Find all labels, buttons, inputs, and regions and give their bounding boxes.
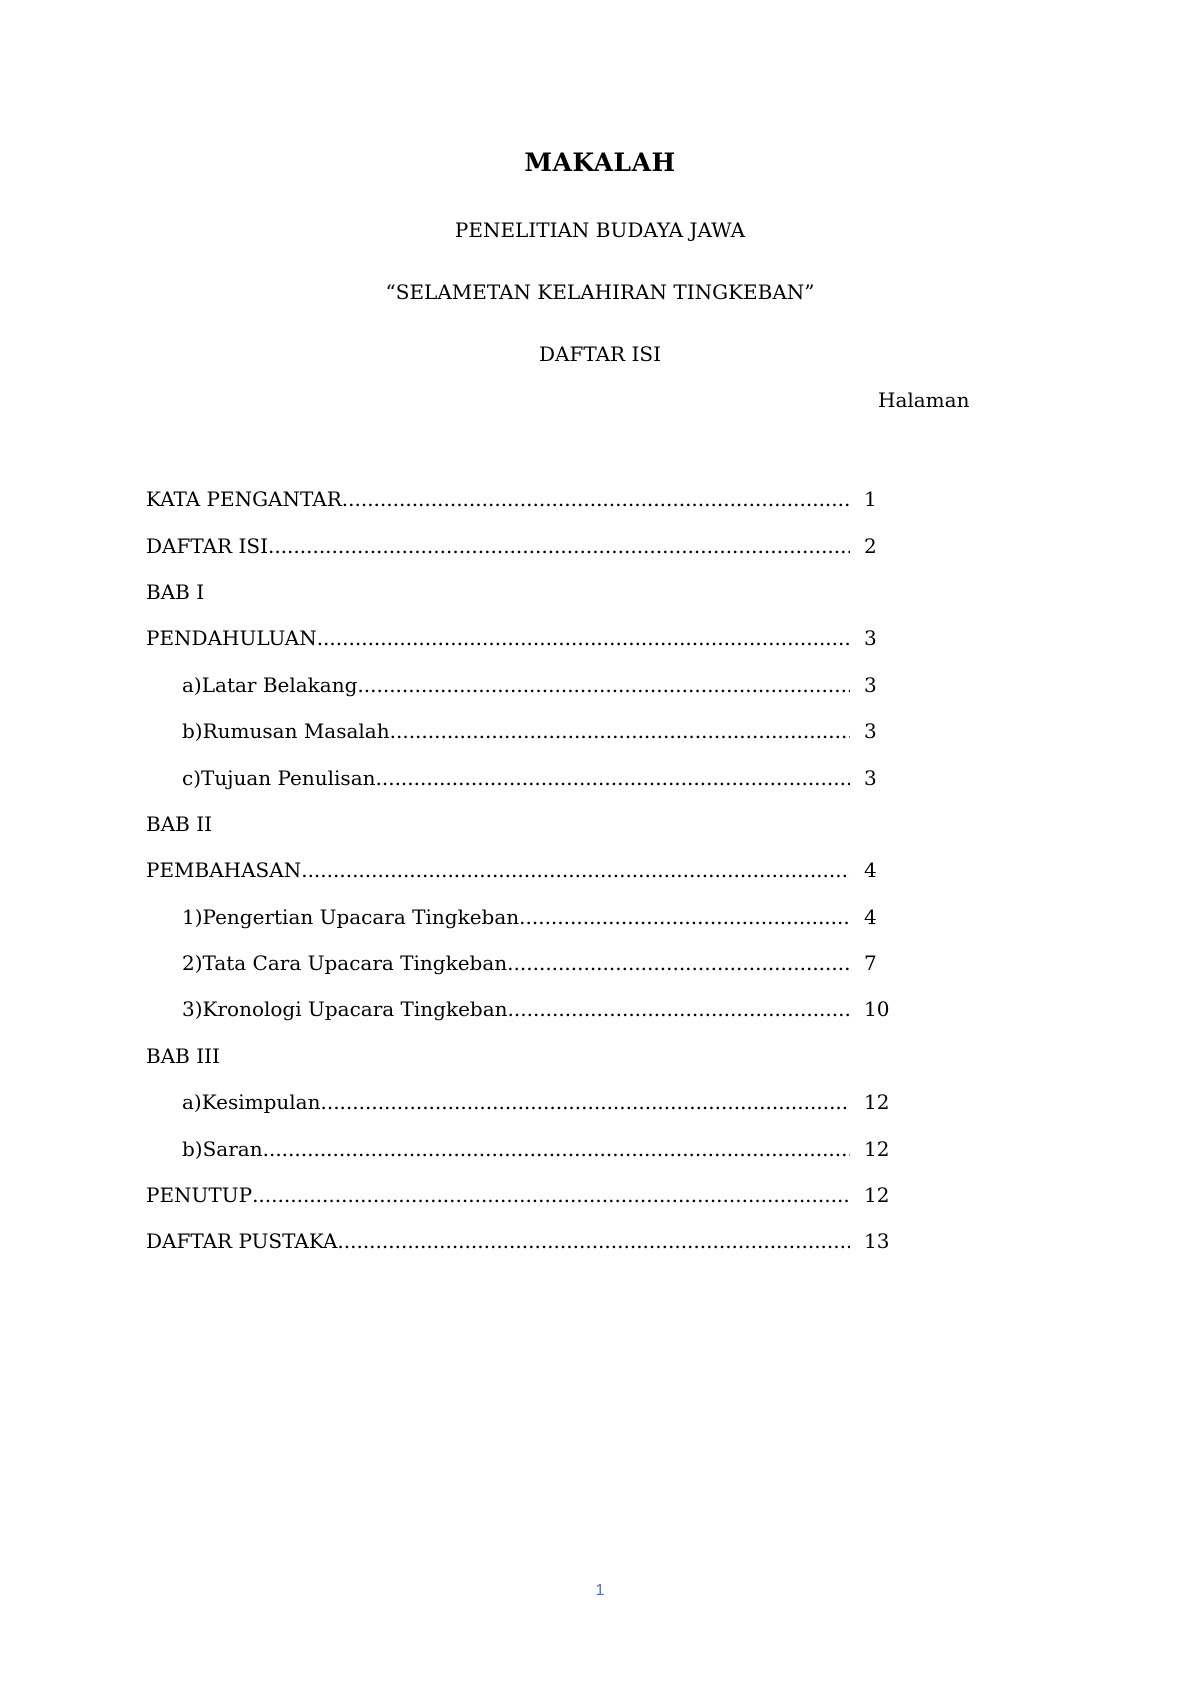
toc-entry-main	[146, 1044, 850, 1068]
toc-entry-label: Kesimpulan	[201, 1090, 321, 1115]
toc-entry-marker: b)	[182, 1136, 203, 1161]
toc-entry-label: Kronologi Upacara Tingkeban	[202, 997, 508, 1022]
toc-entry-page-number: 12	[864, 1183, 890, 1208]
toc-entry-marker: 3)	[182, 997, 203, 1022]
toc-entry-marker: a)	[182, 1090, 202, 1115]
toc-entry	[146, 522, 926, 568]
document-title: MAKALAH	[524, 148, 676, 177]
toc-entry-main	[146, 1229, 850, 1253]
toc-entry	[146, 1125, 926, 1171]
toc-entry-page-number: 12	[864, 1136, 890, 1161]
page-column-header: Halaman	[878, 388, 970, 412]
toc-dot-leader	[519, 905, 850, 929]
toc-entry	[146, 708, 926, 754]
toc-dot-leader	[263, 1137, 850, 1161]
toc-entry-main	[146, 719, 850, 743]
toc-dot-leader	[252, 1183, 850, 1207]
toc-entry-main	[146, 1090, 850, 1114]
toc-entry-label: Rumusan Masalah	[202, 719, 390, 744]
toc-dot-leader	[301, 858, 850, 882]
toc-entry-label: DAFTAR ISI	[146, 533, 268, 558]
toc-entry	[146, 754, 926, 800]
document-subtitle-topic: “SELAMETAN KELAHIRAN TINGKEBAN”	[385, 280, 815, 304]
document-subtitle-research: PENELITIAN BUDAYA JAWA	[454, 218, 746, 242]
toc-entry	[146, 1079, 926, 1125]
toc-entry-marker: b)	[182, 719, 203, 744]
toc-entry	[146, 986, 926, 1032]
table-of-contents	[146, 476, 926, 1265]
toc-entry	[146, 662, 926, 708]
toc-entry-label: Latar Belakang	[201, 672, 358, 697]
toc-entry	[146, 1033, 926, 1079]
toc-entry	[146, 476, 926, 522]
toc-entry-main	[146, 951, 850, 975]
toc-entry-page-number: 12	[864, 1090, 890, 1115]
toc-dot-leader	[320, 1090, 850, 1114]
toc-entry	[146, 894, 926, 940]
toc-entry-label: DAFTAR PUSTAKA	[146, 1229, 338, 1254]
toc-entry-page-number: 3	[864, 626, 877, 651]
toc-entry-label: KATA PENGANTAR	[146, 487, 342, 512]
toc-entry-page-number: 4	[864, 858, 877, 883]
toc-entry-main	[146, 1183, 850, 1207]
toc-dot-leader	[317, 626, 850, 650]
toc-entry	[146, 615, 926, 661]
toc-entry-marker: c)	[182, 765, 202, 790]
toc-entry-page-number: 3	[864, 719, 877, 744]
toc-entry-main	[146, 626, 850, 650]
toc-entry	[146, 1172, 926, 1218]
toc-entry-label: Saran	[202, 1136, 263, 1161]
toc-entry-label: BAB I	[146, 579, 205, 604]
toc-entry-label: PENUTUP	[146, 1183, 253, 1208]
toc-entry-main	[146, 858, 850, 882]
toc-dot-leader	[390, 719, 850, 743]
toc-entry-main	[146, 812, 850, 836]
toc-entry-label: Tujuan Penulisan	[201, 765, 376, 790]
toc-entry-page-number: 13	[864, 1229, 890, 1254]
toc-entry-label: Pengertian Upacara Tingkeban	[202, 904, 520, 929]
footer-page-number: 1	[595, 1582, 605, 1599]
toc-entry-main	[146, 580, 850, 604]
toc-entry-label: PEMBAHASAN	[146, 858, 302, 883]
toc-entry-page-number: 2	[864, 533, 877, 558]
toc-entry-main	[146, 997, 850, 1021]
toc-entry-page-number: 10	[864, 997, 890, 1022]
toc-entry-page-number: 7	[864, 951, 877, 976]
toc-entry	[146, 940, 926, 986]
toc-entry-main	[146, 487, 850, 511]
toc-entry-label: BAB II	[146, 811, 212, 836]
toc-dot-leader	[376, 766, 851, 790]
toc-dot-leader	[268, 534, 850, 558]
toc-dot-leader	[507, 951, 850, 975]
toc-dot-leader	[508, 997, 850, 1021]
toc-entry-label: PENDAHULUAN	[146, 626, 317, 651]
table-of-contents-heading: DAFTAR ISI	[539, 342, 661, 366]
toc-entry-page-number: 3	[864, 765, 877, 790]
toc-entry	[146, 1218, 926, 1264]
toc-entry-main	[146, 1137, 850, 1161]
toc-entry-marker: 2)	[182, 951, 203, 976]
toc-entry-main	[146, 766, 850, 790]
toc-entry-page-number: 3	[864, 672, 877, 697]
toc-dot-leader	[337, 1229, 850, 1253]
toc-entry	[146, 801, 926, 847]
toc-entry-marker: 1)	[182, 904, 203, 929]
toc-entry-main	[146, 534, 850, 558]
toc-entry-marker: a)	[182, 672, 202, 697]
toc-entry	[146, 569, 926, 615]
toc-entry-page-number: 4	[864, 904, 877, 929]
toc-entry-main	[146, 905, 850, 929]
toc-entry-label: Tata Cara Upacara Tingkeban	[202, 951, 508, 976]
toc-entry-page-number: 1	[864, 487, 877, 512]
toc-entry-label: BAB III	[146, 1043, 220, 1068]
toc-dot-leader	[357, 673, 850, 697]
toc-entry-main	[146, 673, 850, 697]
toc-entry	[146, 847, 926, 893]
toc-dot-leader	[342, 487, 850, 511]
